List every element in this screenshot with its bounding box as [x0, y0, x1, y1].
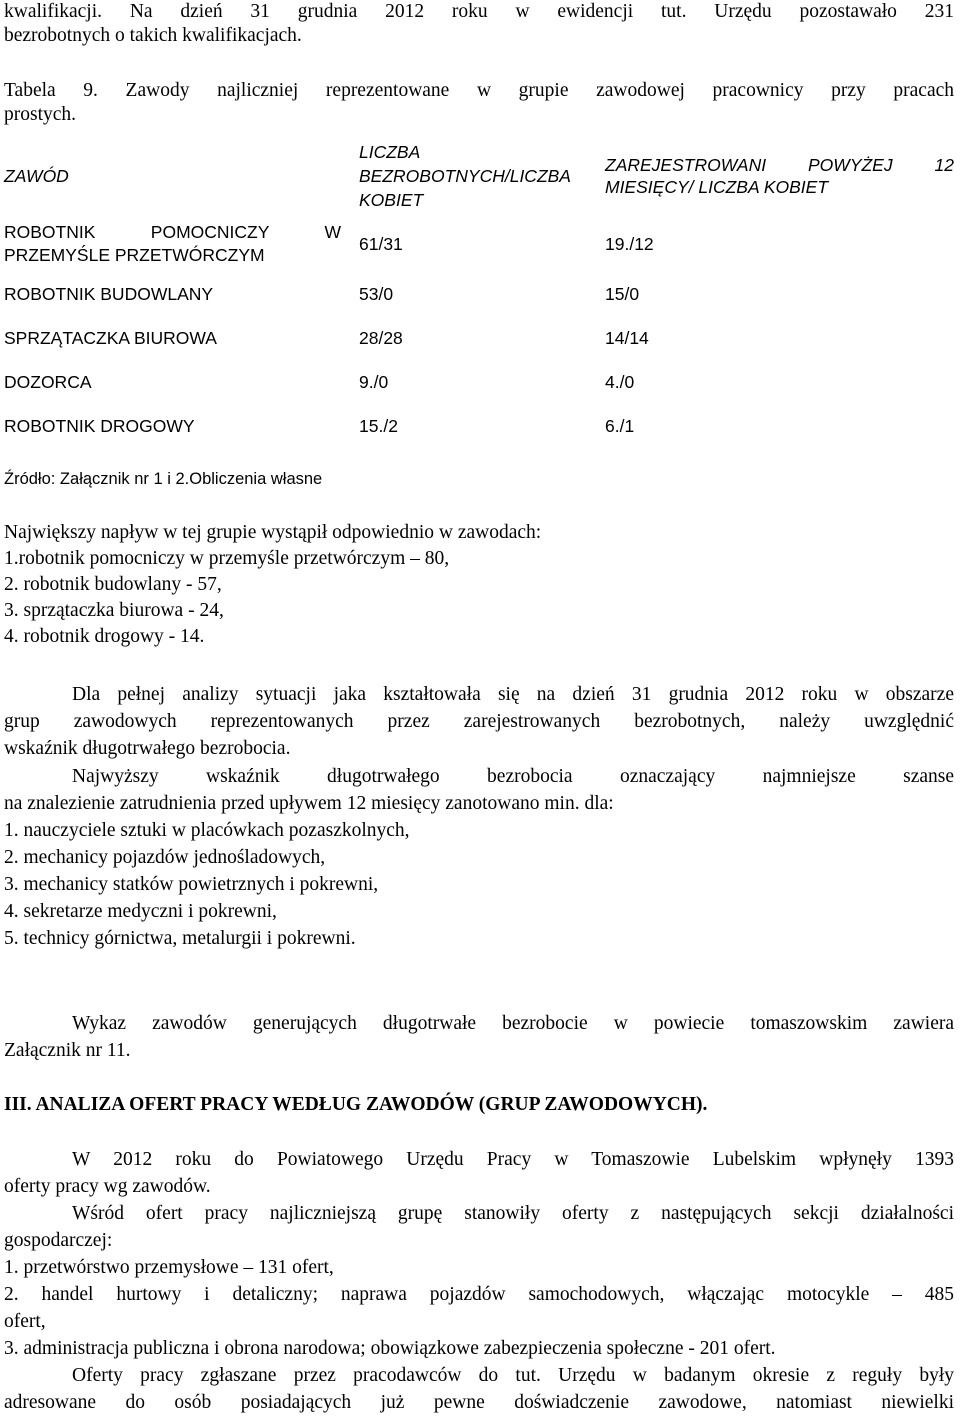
list-item: 3. mechanicy statków powietrznych i pokrewni,: [4, 874, 379, 895]
unemployed-cell: 53/0: [359, 283, 394, 304]
paragraph-line: Dla pełnej analizy sytuacji jaka kształtowała się na dzień 31 grudnia 2012 roku w obszarze: [72, 684, 954, 705]
long-term-cell: 4./0: [605, 371, 635, 392]
column-header-unemployed: [359, 136, 605, 216]
paragraph-line: gospodarczej:: [4, 1230, 113, 1251]
list-item: 5. technicy górnictwa, metalurgii i pokrewni.: [4, 928, 356, 949]
unemployed-cell: 9./0: [359, 371, 389, 392]
header-text: MIESIĘCY/ LICZBA KOBIET: [605, 177, 829, 197]
paragraph-line: Oferty pracy zgłaszane przez pracodawców do tut. Urzędu w badanym okresie z reguły były: [72, 1365, 954, 1386]
table-row: [4, 216, 954, 272]
paragraph-line: wskaźnik długotrwałego bezrobocia.: [4, 738, 291, 759]
list-item: 1. nauczyciele sztuki w placówkach pozaszkolnych,: [4, 820, 410, 841]
list-item: 2. mechanicy pojazdów jednośladowych,: [4, 847, 326, 868]
column-header-occupation: ZAWÓD: [4, 165, 69, 186]
list-item: 2. handel hurtowy i detaliczny; naprawa pojazdów samochodowych, włączając motocykle – 485: [4, 1284, 954, 1305]
table-header-row: [4, 136, 954, 216]
unemployed-cell: 15./2: [359, 415, 398, 436]
occupation-text: PRZEMYŚLE PRZETWÓRCZYM: [4, 245, 265, 265]
list-item: 3. administracja publiczna i obrona narodowa; obowiązkowe zabezpieczenia społeczne - 201 ofert.: [4, 1338, 776, 1359]
intro-line: bezrobotnych o takich kwalifikacjach.: [4, 25, 302, 46]
header-text: LICZBA: [359, 142, 421, 162]
unemployed-cell: 61/31: [359, 233, 403, 254]
table-row: [4, 316, 954, 360]
long-term-cell: 19./12: [605, 233, 654, 254]
table-caption: prostych.: [4, 104, 77, 125]
list-item: 4. robotnik drogowy - 14.: [4, 626, 205, 647]
paragraph-line: W 2012 roku do Powiatowego Urzędu Pracy w Tomaszowie Lubelskim wpłynęły 1393: [72, 1149, 954, 1170]
table-row: [4, 360, 954, 404]
section-heading: III. ANALIZA OFERT PRACY WEDŁUG ZAWODÓW (GRUP ZAWODOWYCH).: [4, 1094, 708, 1115]
table-row: [4, 404, 954, 448]
column-header-long-term: [605, 136, 954, 216]
paragraph-line: grup zawodowych reprezentowanych przez zarejestrowanych bezrobotnych, należy uwzględnić: [4, 711, 954, 732]
paragraph-line: Załącznik nr 11.: [4, 1040, 131, 1061]
header-text: KOBIET: [359, 190, 424, 210]
paragraph-line: oferty pracy wg zawodów.: [4, 1176, 211, 1197]
list-item: 4. sekretarze medyczni i pokrewni,: [4, 901, 277, 922]
occupation-cell: SPRZĄTACZKA BIUROWA: [4, 327, 217, 348]
list-item: 3. sprzątaczka biurowa - 24,: [4, 600, 224, 621]
occupation-cell: DOZORCA: [4, 371, 92, 392]
paragraph-line: Wykaz zawodów generujących długotrwałe bezrobocie w powiecie tomaszowskim zawiera: [72, 1013, 954, 1034]
occupation-cell: ROBOTNIK DROGOWY: [4, 415, 195, 436]
paragraph-line: na znalezienie zatrudnienia przed upływem 12 miesięcy zanotowano min. dla:: [4, 793, 614, 814]
list-item: 1. przetwórstwo przemysłowe – 131 ofert,: [4, 1257, 334, 1278]
header-text: BEZROBOTNYCH/LICZBA: [359, 166, 571, 186]
unemployed-cell: 28/28: [359, 327, 403, 348]
paragraph-line: Wśród ofert pracy najliczniejszą grupę stanowiły oferty z następujących sekcji działalności: [72, 1203, 954, 1224]
inflow-heading: Największy napływ w tej grupie wystąpił odpowiednio w zawodach:: [4, 522, 542, 543]
table-source-note: Źródło: Załącznik nr 1 i 2.Obliczenia własne: [4, 470, 323, 488]
table-row: [4, 272, 954, 316]
paragraph-line: Najwyższy wskaźnik długotrwałego bezrobocia oznaczający najmniejsze szanse: [72, 766, 954, 787]
intro-line: kwalifikacji. Na dzień 31 grudnia 2012 roku w ewidencji tut. Urzędu pozostawało 231: [4, 1, 954, 22]
list-item: 2. robotnik budowlany - 57,: [4, 574, 222, 595]
list-item: ofert,: [4, 1311, 46, 1332]
paragraph-line: adresowane do osób posiadających już pewne doświadczenie zawodowe, natomiast niewielki: [4, 1392, 954, 1413]
occupation-text: ROBOTNIK POMOCNICZY W: [4, 222, 341, 242]
table-caption: Tabela 9. Zawody najliczniej reprezentowane w grupie zawodowej pracownicy przy pracach: [4, 80, 954, 101]
occupation-cell: [4, 216, 359, 272]
header-text: ZAREJESTROWANI POWYŻEJ 12: [605, 155, 954, 175]
list-item: 1.robotnik pomocniczy w przemyśle przetwórczym – 80,: [4, 548, 450, 569]
occupations-table: [4, 136, 954, 448]
long-term-cell: 6./1: [605, 415, 635, 436]
long-term-cell: 15/0: [605, 283, 640, 304]
long-term-cell: 14/14: [605, 327, 649, 348]
occupation-cell: ROBOTNIK BUDOWLANY: [4, 283, 214, 304]
